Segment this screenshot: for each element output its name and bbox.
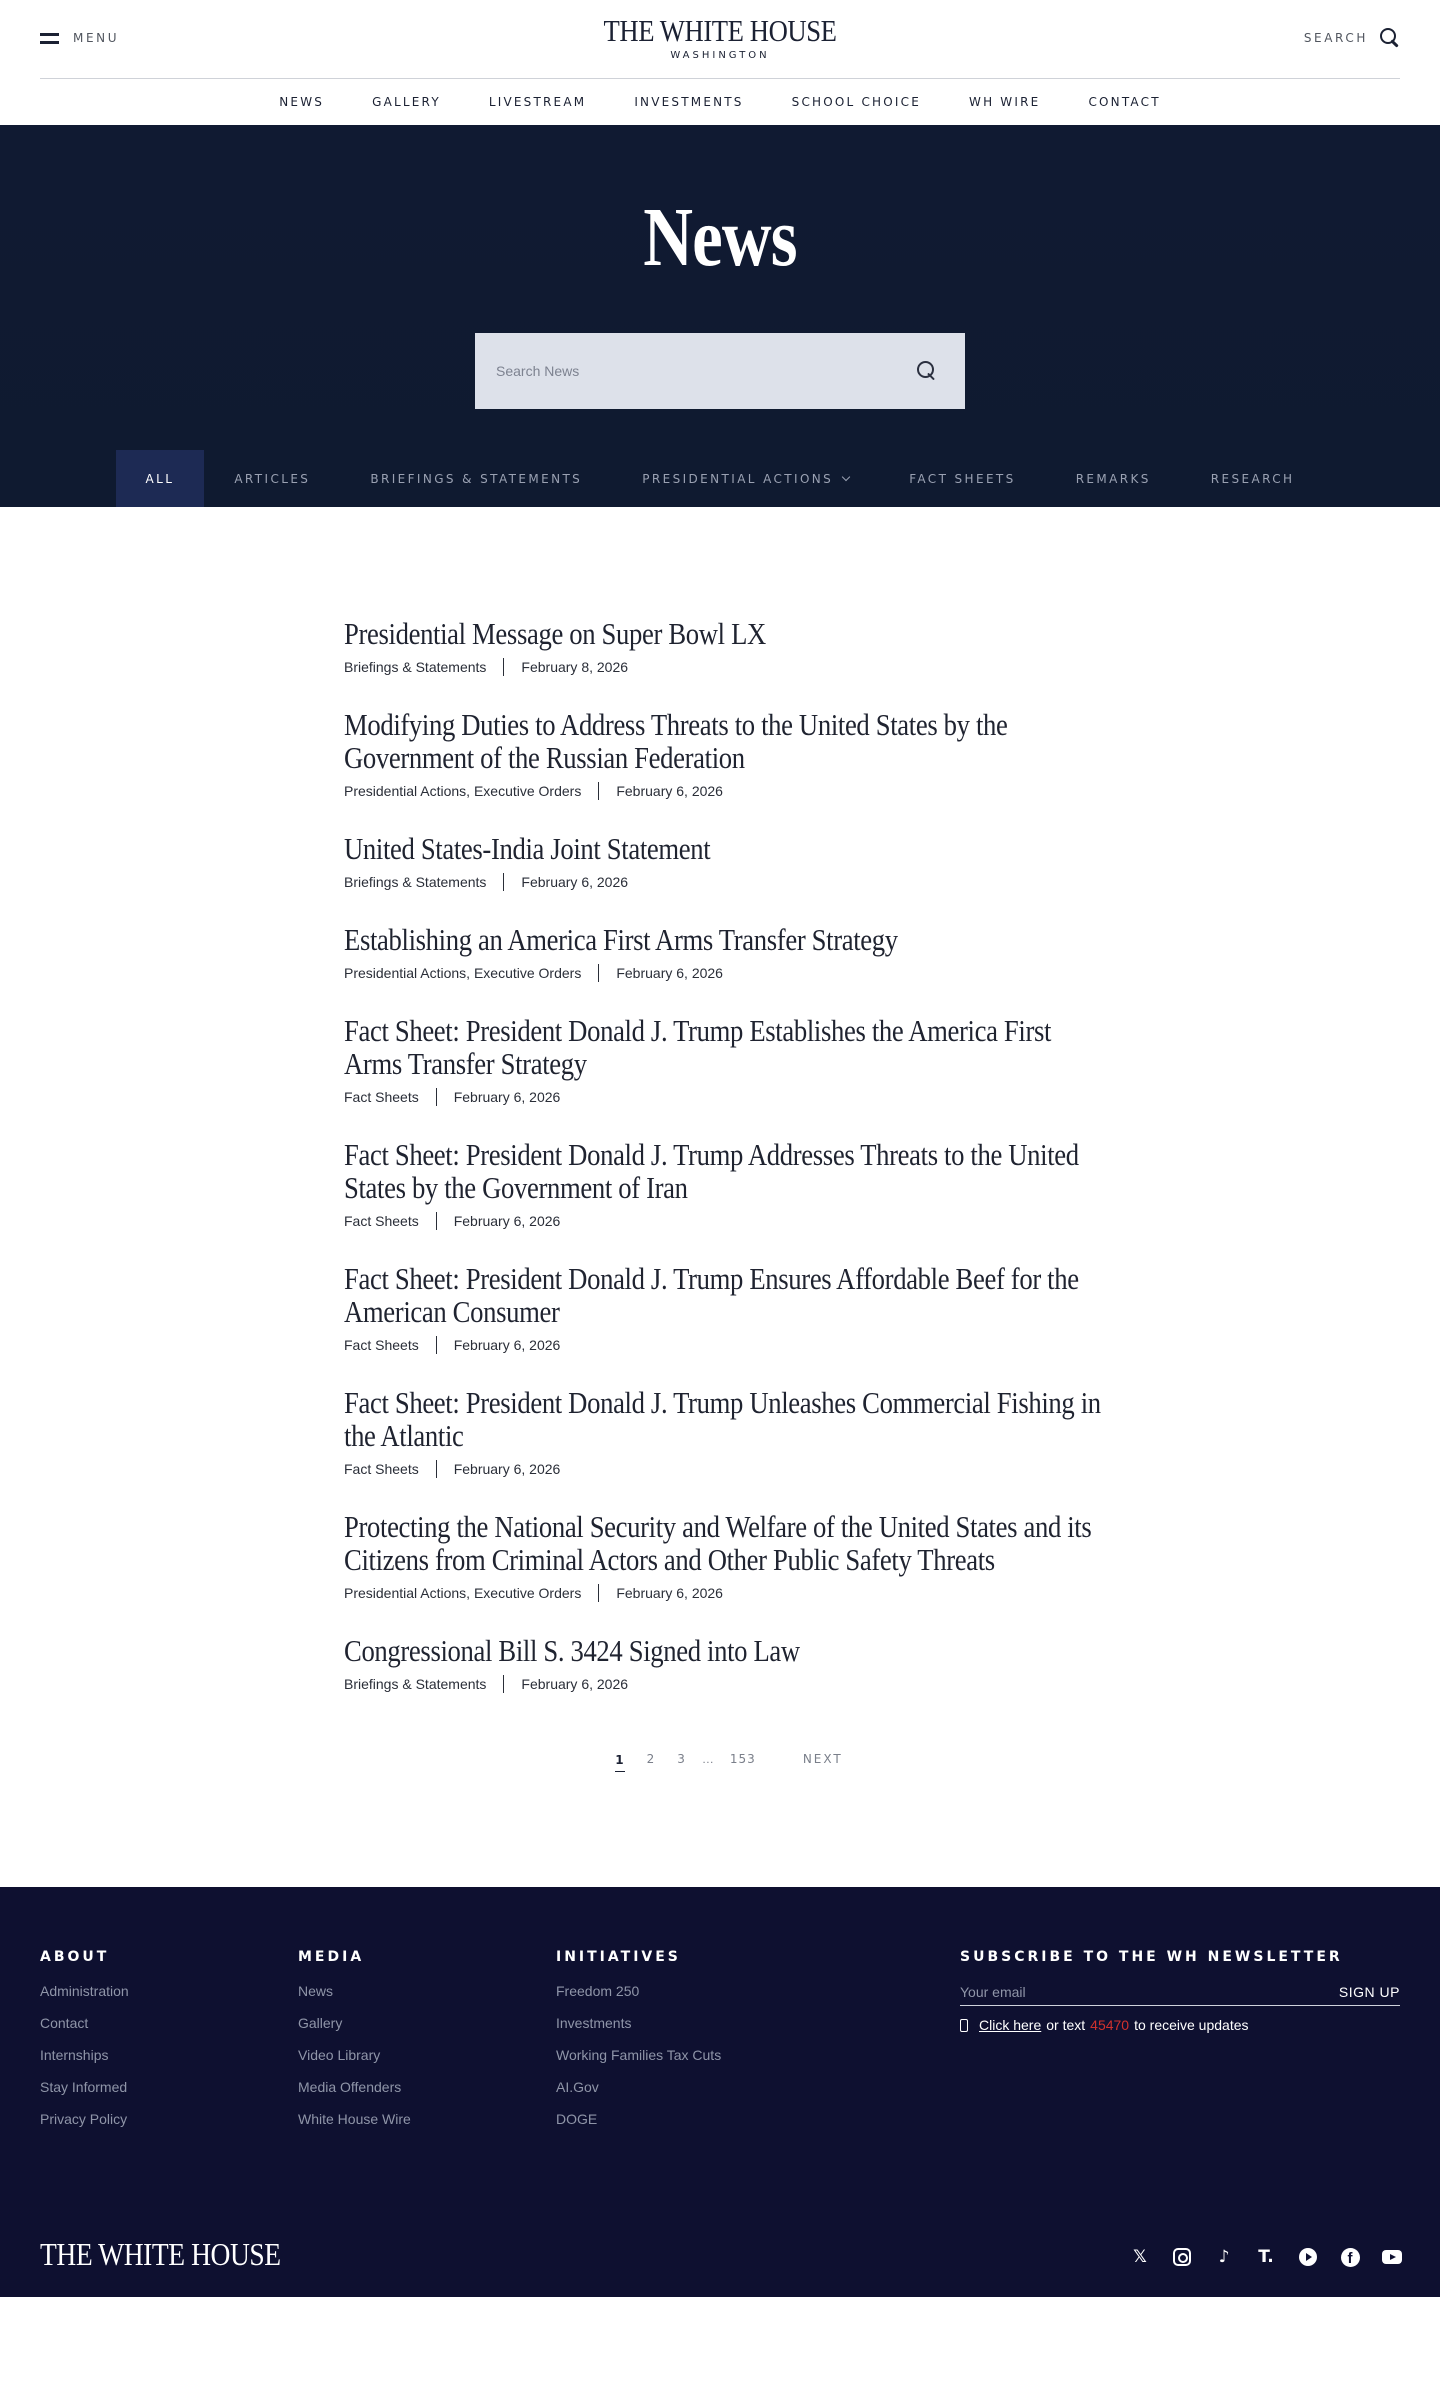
search-label: SEARCH	[1303, 31, 1368, 45]
footer-heading: MEDIA	[298, 1949, 365, 1965]
list-item	[344, 617, 1114, 676]
page-3[interactable]: 3	[677, 1751, 686, 1766]
meta-divider	[598, 782, 599, 800]
news-category[interactable]: Fact Sheets	[344, 1089, 419, 1105]
meta-divider	[436, 1460, 437, 1478]
header-search-button[interactable]	[1304, 28, 1400, 48]
newsletter-form	[960, 1978, 1400, 2006]
tab-remarks[interactable]: REMARKS	[1075, 471, 1151, 486]
footer-link[interactable]: Freedom 250	[556, 1983, 640, 1999]
list-item	[344, 1634, 1114, 1693]
news-date: February 6, 2026	[616, 783, 723, 799]
news-title-link[interactable]: Fact Sheet: President Donald J. Trump Ensures Affordable Beef for the American Consumer	[344, 1261, 1079, 1329]
footer-media	[298, 1949, 411, 2143]
footer-link[interactable]: Working Families Tax Cuts	[556, 2047, 722, 2063]
social-links	[1130, 2247, 1402, 2267]
page-1[interactable]: 1	[615, 1753, 624, 1772]
list-item	[344, 923, 1114, 982]
sms-signup-text	[960, 2017, 1400, 2033]
meta-divider	[436, 1336, 437, 1354]
nav-contact[interactable]: CONTACT	[1088, 95, 1161, 109]
news-search-input[interactable]	[475, 333, 889, 409]
news-date: February 6, 2026	[453, 1213, 561, 1229]
news-category[interactable]: Presidential Actions, Executive Orders	[344, 1585, 582, 1601]
news-category[interactable]: Briefings & Statements	[344, 659, 487, 675]
list-item	[344, 1386, 1114, 1478]
search-icon	[1380, 28, 1400, 48]
tab-research[interactable]: RESEARCH	[1210, 471, 1295, 486]
news-category[interactable]: Briefings & Statements	[344, 1676, 487, 1692]
news-meta	[344, 873, 1114, 891]
tab-briefings-statements[interactable]: BRIEFINGS & STATEMENTS	[370, 471, 583, 486]
news-meta	[344, 1584, 1114, 1602]
tab-fact-sheets[interactable]: FACT SHEETS	[909, 471, 1016, 486]
news-search	[475, 333, 965, 409]
news-title-link[interactable]: Fact Sheet: President Donald J. Trump Establishes the America First Arms Transfer Strategy	[344, 1013, 1052, 1081]
footer-link[interactable]: Investments	[556, 2015, 632, 2031]
site-header	[0, 0, 1440, 125]
news-search-submit[interactable]	[889, 333, 965, 409]
news-date: February 6, 2026	[521, 1676, 629, 1692]
nav-investments[interactable]: INVESTMENTS	[634, 95, 744, 109]
nav-news[interactable]: NEWS	[279, 95, 325, 109]
footer-link[interactable]: Stay Informed	[40, 2079, 128, 2095]
next-page-button[interactable]: NEXT	[802, 1751, 843, 1766]
news-title-link[interactable]: Establishing an America First Arms Transfer Strategy	[344, 922, 898, 957]
footer-link[interactable]: Media Offenders	[298, 2079, 402, 2095]
news-meta	[344, 658, 1114, 676]
footer-heading: INITIATIVES	[556, 1949, 681, 1965]
news-category[interactable]: Fact Sheets	[344, 1213, 419, 1229]
news-category[interactable]: Presidential Actions, Executive Orders	[344, 965, 582, 981]
logo-main-text: THE WHITE HOUSE	[603, 13, 837, 48]
sign-up-button[interactable]: SIGN UP	[1338, 1983, 1400, 2000]
footer-link[interactable]: Privacy Policy	[40, 2111, 128, 2127]
facebook-icon[interactable]: f	[1340, 2247, 1360, 2267]
tiktok-icon[interactable]: ♪	[1218, 2247, 1230, 2267]
site-logo[interactable]	[585, 13, 856, 61]
page-2[interactable]: 2	[646, 1751, 656, 1766]
news-title-link[interactable]: United States-India Joint Statement	[344, 831, 711, 866]
nav-school-choice[interactable]: SCHOOL CHOICE	[791, 95, 921, 109]
meta-divider	[436, 1088, 437, 1106]
tab-presidential-actions[interactable]	[612, 450, 879, 507]
meta-divider	[503, 1675, 504, 1693]
footer-link[interactable]: Video Library	[298, 2047, 381, 2063]
news-date: February 6, 2026	[453, 1089, 561, 1105]
newsletter-heading: SUBSCRIBE TO THE WH NEWSLETTER	[960, 1949, 1343, 1965]
menu-button[interactable]	[40, 31, 119, 45]
pagination-ellipsis: …	[701, 1751, 714, 1766]
news-date: February 6, 2026	[453, 1461, 561, 1477]
list-item	[344, 1138, 1114, 1230]
footer-initiatives	[556, 1949, 721, 2143]
footer-link[interactable]: Administration	[40, 1983, 129, 1999]
news-meta	[344, 1460, 1114, 1478]
nav-livestream[interactable]: LIVESTREAM	[488, 95, 587, 109]
newsletter-signup	[960, 1949, 1400, 2033]
news-title-link[interactable]: Presidential Message on Super Bowl LX	[344, 616, 766, 651]
tab-all[interactable]: ALL	[116, 450, 205, 507]
news-meta	[344, 964, 1114, 982]
menu-label: MENU	[73, 31, 120, 45]
phone-icon	[960, 2019, 968, 2032]
news-title-link[interactable]: Congressional Bill S. 3424 Signed into Law	[344, 1633, 800, 1668]
tab-articles[interactable]: ARTICLES	[234, 471, 311, 486]
page-title: News	[643, 191, 797, 284]
list-item	[344, 832, 1114, 891]
logo-sub-text: WASHINGTON	[670, 50, 770, 61]
pagination	[344, 1745, 1114, 1887]
footer-link[interactable]: Contact	[40, 2015, 89, 2031]
news-title-link[interactable]: Modifying Duties to Address Threats to the United States by the Government of the Russian Federation	[344, 707, 1008, 775]
footer-logo[interactable]: THE WHITE HOUSE	[40, 2236, 281, 2272]
list-item	[344, 1262, 1114, 1354]
list-item	[344, 708, 1114, 800]
news-meta	[344, 1336, 1114, 1354]
news-category[interactable]: Presidential Actions, Executive Orders	[344, 783, 582, 799]
meta-divider	[598, 1584, 599, 1602]
news-title-link[interactable]: Fact Sheet: President Donald J. Trump Addresses Threats to the United States by the Government of Iran	[344, 1137, 1079, 1205]
news-title-link[interactable]: Fact Sheet: President Donald J. Trump Unleashes Commercial Fishing in the Atlantic	[344, 1385, 1101, 1453]
meta-divider	[503, 873, 504, 891]
truth-social-icon[interactable]: T.	[1258, 2247, 1274, 2267]
header-top-bar	[40, 0, 1400, 79]
news-meta	[344, 1088, 1114, 1106]
youtube-icon[interactable]	[1382, 2247, 1402, 2267]
search-icon	[917, 361, 937, 381]
footer-link[interactable]: Gallery	[298, 2015, 343, 2031]
site-footer	[0, 1887, 1440, 2297]
page-last[interactable]: 153	[729, 1751, 756, 1766]
news-date: February 6, 2026	[521, 874, 629, 890]
x-icon[interactable]: 𝕏	[1133, 2247, 1147, 2267]
news-list	[344, 507, 1114, 1887]
meta-divider	[503, 658, 504, 676]
news-category[interactable]: Fact Sheets	[344, 1337, 419, 1353]
main-nav	[0, 79, 1440, 125]
meta-divider	[436, 1212, 437, 1230]
footer-heading: ABOUT	[40, 1949, 110, 1965]
filter-tabs	[0, 450, 1440, 507]
nav-wh-wire[interactable]: WH WIRE	[969, 95, 1041, 109]
email-field[interactable]	[960, 1984, 1339, 2000]
news-title-link[interactable]: Protecting the National Security and Welfare of the United States and its Citizens from Criminal Actors and Other Public Safety Threats	[344, 1509, 1092, 1577]
list-item	[344, 1510, 1114, 1602]
click-here-link[interactable]: Click here	[979, 2017, 1042, 2033]
footer-about	[40, 1949, 129, 2143]
or-text: or text	[1046, 2017, 1086, 2033]
news-date: February 6, 2026	[616, 1585, 723, 1601]
instagram-icon[interactable]	[1172, 2247, 1192, 2267]
news-meta	[344, 1675, 1114, 1693]
news-category[interactable]: Briefings & Statements	[344, 874, 487, 890]
news-meta	[344, 1212, 1114, 1230]
footer-link[interactable]: DOGE	[556, 2111, 598, 2127]
news-hero	[0, 125, 1440, 507]
list-item	[344, 1014, 1114, 1106]
sms-code: 45470	[1090, 2017, 1130, 2033]
footer-link[interactable]: News	[298, 1983, 334, 1999]
rumble-icon[interactable]	[1298, 2247, 1318, 2267]
footer-link[interactable]: AI.Gov	[556, 2079, 599, 2095]
chevron-down-icon	[842, 472, 850, 480]
nav-gallery[interactable]: GALLERY	[372, 95, 441, 109]
tab-presidential-actions-label: PRESIDENTIAL ACTIONS	[642, 471, 834, 486]
receive-updates-text: to receive updates	[1134, 2017, 1249, 2033]
news-date: February 8, 2026	[521, 659, 629, 675]
news-date: February 6, 2026	[453, 1337, 561, 1353]
news-date: February 6, 2026	[616, 965, 723, 981]
news-category[interactable]: Fact Sheets	[344, 1461, 419, 1477]
hamburger-icon	[40, 33, 59, 44]
footer-link[interactable]: White House Wire	[298, 2111, 411, 2127]
news-meta	[344, 782, 1114, 800]
meta-divider	[598, 964, 599, 982]
footer-link[interactable]: Internships	[40, 2047, 109, 2063]
